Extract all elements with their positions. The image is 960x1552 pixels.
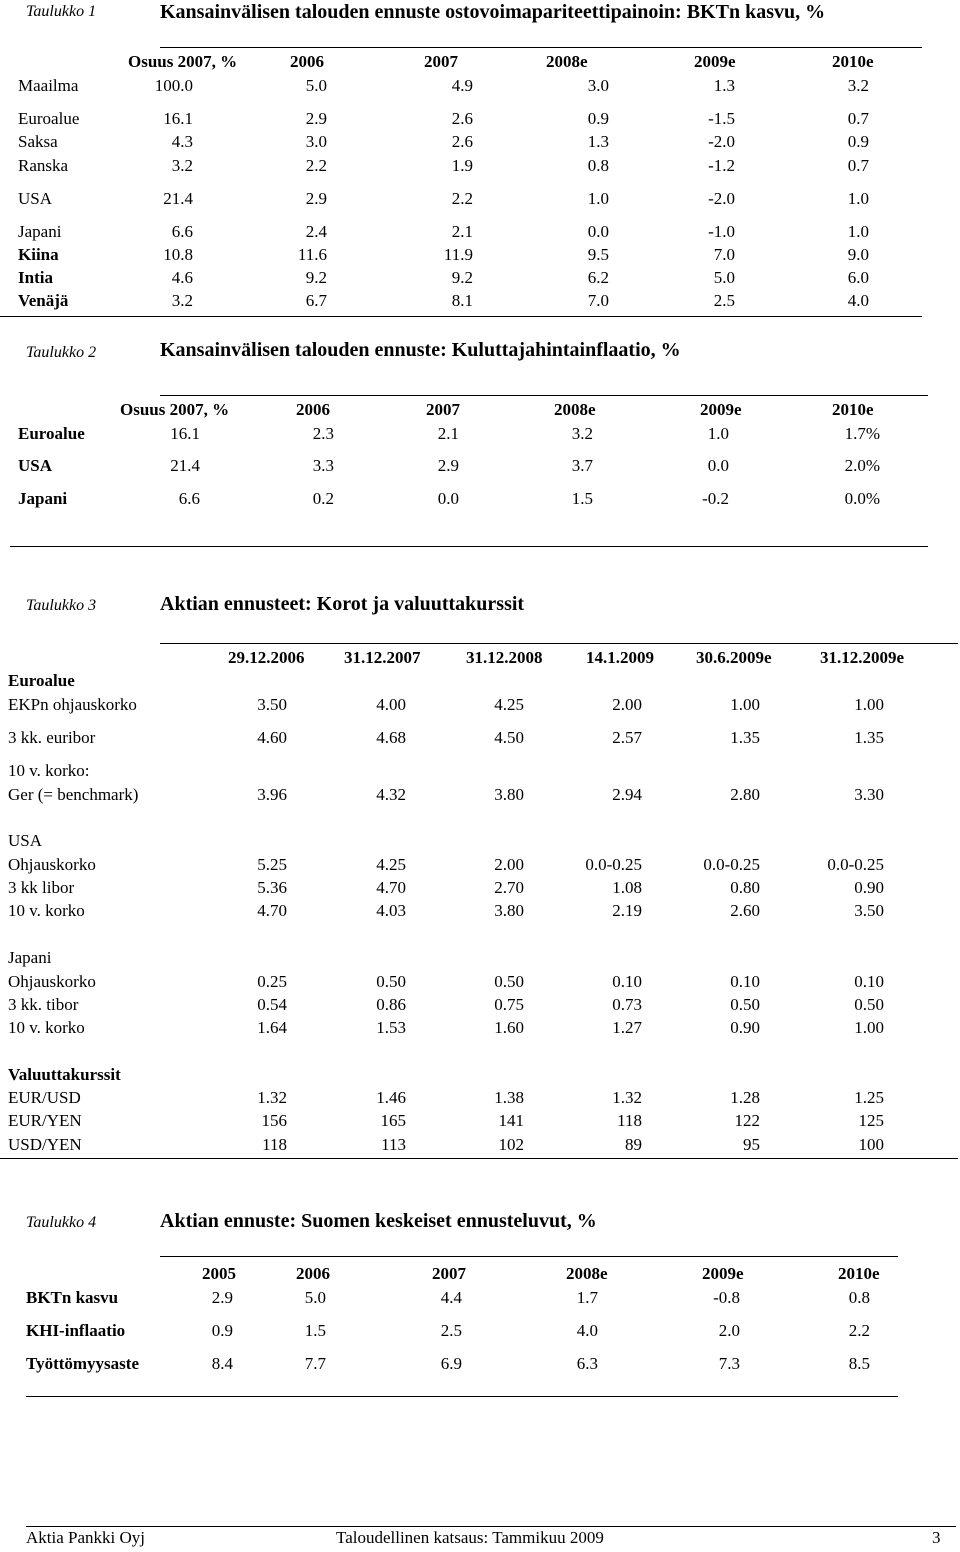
table4-header-cell: 2005 <box>202 1264 236 1283</box>
table1-cell: 2.9 <box>305 189 327 208</box>
table3-cell: 122 <box>734 1111 760 1130</box>
table3-cell: 125 <box>858 1111 884 1130</box>
table1-cell: -1.2 <box>708 156 735 175</box>
table3-header-cell: 29.12.2006 <box>228 648 305 667</box>
table3-cell: 1.27 <box>612 1018 642 1037</box>
table1-header-cell: 2009e <box>694 52 736 71</box>
table4-cell: -0.8 <box>713 1288 740 1307</box>
table1-cell: 0.0 <box>587 222 609 241</box>
footer-company: Aktia Pankki Oyj <box>26 1528 145 1547</box>
table4-cell: 6.9 <box>440 1354 462 1373</box>
table3-cell: 1.46 <box>376 1088 406 1107</box>
table4-cell: 0.8 <box>848 1288 870 1307</box>
table2-cell: 3.7 <box>571 456 593 475</box>
table1-cell: 0.9 <box>587 109 609 128</box>
table3-cell: 3.50 <box>257 695 287 714</box>
table3-cell: 3.80 <box>494 785 524 804</box>
table3-section-heading: USA <box>8 831 43 850</box>
footer-page-number: 3 <box>932 1528 941 1547</box>
table1-header-cell: 2008e <box>546 52 588 71</box>
table3-row-label: EUR/USD <box>8 1088 81 1107</box>
table3-header-cell: 30.6.2009e <box>696 648 772 667</box>
table1-cell: 1.0 <box>847 222 869 241</box>
table2-header-cell: 2009e <box>700 400 742 419</box>
table3-cell: 1.32 <box>612 1088 642 1107</box>
table1-cell: 10.8 <box>163 245 193 264</box>
table3-cell: 1.28 <box>730 1088 760 1107</box>
table4-cell: 6.3 <box>576 1354 598 1373</box>
table3-header-cell: 14.1.2009 <box>586 648 654 667</box>
table3-caption: Taulukko 3 <box>26 597 97 614</box>
table3-cell: 102 <box>498 1135 524 1154</box>
table3-cell: 0.25 <box>257 972 287 991</box>
table3-cell: 0.50 <box>494 972 524 991</box>
table3-bottom-rule <box>0 1158 958 1159</box>
table3-cell: 1.53 <box>376 1018 406 1037</box>
table1-cell: 4.3 <box>171 132 193 151</box>
table3-cell: 0.50 <box>376 972 406 991</box>
table3-cell: 0.10 <box>854 972 884 991</box>
table1-header-cell: 2006 <box>290 52 324 71</box>
table1-cell: 2.2 <box>451 189 473 208</box>
table2-cell: 3.2 <box>571 424 593 443</box>
table4-header-cell: 2006 <box>296 1264 330 1283</box>
table3-cell: 1.00 <box>854 695 884 714</box>
table1-row-label: Venäjä <box>18 291 69 310</box>
table3-cell: 141 <box>498 1111 524 1130</box>
table3-cell: 2.60 <box>730 901 760 920</box>
table1-cell: 9.5 <box>587 245 609 264</box>
table2-cell: 0.0 <box>707 456 729 475</box>
table4-bottom-rule <box>26 1396 898 1397</box>
table3-top-rule <box>160 643 958 644</box>
table1-cell: 0.9 <box>847 132 869 151</box>
table4-row-label: KHI-inflaatio <box>26 1321 126 1340</box>
table1-cell: -1.5 <box>708 109 735 128</box>
table3-cell: 0.90 <box>730 1018 760 1037</box>
table3-cell: 4.70 <box>257 901 287 920</box>
table4-header-cell: 2007 <box>432 1264 466 1283</box>
table3-cell: 4.00 <box>376 695 406 714</box>
table3-cell: 1.64 <box>257 1018 287 1037</box>
table1-cell: 2.6 <box>451 132 473 151</box>
table3-row-label: 10 v. korko: <box>8 761 90 780</box>
table1-row-label: Maailma <box>18 76 79 95</box>
table1-cell: 11.9 <box>443 245 473 264</box>
table4-header-cell: 2008e <box>566 1264 608 1283</box>
table3-cell: 5.25 <box>257 855 287 874</box>
table1-cell: 6.6 <box>171 222 193 241</box>
table1-cell: 2.2 <box>305 156 327 175</box>
table1-top-rule <box>160 47 922 48</box>
table3-cell: 118 <box>617 1111 642 1130</box>
table1-row-label: Saksa <box>18 132 58 151</box>
table2-caption: Taulukko 2 <box>26 344 97 361</box>
table1-cell: 4.6 <box>171 268 193 287</box>
table4-row-label: Työttömyysaste <box>26 1354 139 1373</box>
table3-cell: 2.00 <box>612 695 642 714</box>
table3-title: Aktian ennusteet: Korot ja valuuttakurssit <box>160 593 525 615</box>
table3-cell: 1.00 <box>730 695 760 714</box>
table2-header-cell: 2008e <box>554 400 596 419</box>
table1-cell: 3.0 <box>305 132 327 151</box>
table1-cell: 7.0 <box>587 291 609 310</box>
table3-cell: 1.00 <box>854 1018 884 1037</box>
table3-row-label: USD/YEN <box>8 1135 82 1154</box>
table1-row-label: Ranska <box>18 156 69 175</box>
table3-cell: 4.25 <box>494 695 524 714</box>
table3-cell: 4.50 <box>494 728 524 747</box>
table3-cell: 113 <box>381 1135 406 1154</box>
table1-header-cell: Osuus 2007, % <box>128 52 238 71</box>
table3-row-label: EUR/YEN <box>8 1111 82 1130</box>
table1-cell: 2.6 <box>451 109 473 128</box>
table3-cell: 0.80 <box>730 878 760 897</box>
table4-cell: 7.3 <box>718 1354 740 1373</box>
table1-cell: 2.4 <box>305 222 327 241</box>
table3-cell: 1.60 <box>494 1018 524 1037</box>
table3-cell: 118 <box>262 1135 287 1154</box>
table3-cell: 4.70 <box>376 878 406 897</box>
table3-cell: 5.36 <box>257 878 287 897</box>
table1-cell: 0.7 <box>847 109 869 128</box>
table4-cell: 8.5 <box>848 1354 870 1373</box>
table3-header-cell: 31.12.2009e <box>820 648 905 667</box>
table3-row-label: Ohjauskorko <box>8 855 96 874</box>
table2-cell: 0.0% <box>844 489 880 508</box>
table2-cell: 2.1 <box>437 424 459 443</box>
table3-row-label: 10 v. korko <box>8 1018 85 1037</box>
table2-cell: 2.0% <box>844 456 880 475</box>
table3-row-label: EKPn ohjauskorko <box>8 695 137 714</box>
table4-cell: 5.0 <box>304 1288 326 1307</box>
table3-cell: 1.32 <box>257 1088 287 1107</box>
table4-header-cell: 2009e <box>702 1264 744 1283</box>
table1-row-label: Intia <box>18 268 53 287</box>
table2-header-cell: 2010e <box>832 400 874 419</box>
table1-row-label: USA <box>18 189 53 208</box>
table4-cell: 7.7 <box>304 1354 326 1373</box>
table3-cell: 2.19 <box>612 901 642 920</box>
table2-cell: 21.4 <box>170 456 200 475</box>
table4-cell: 2.0 <box>718 1321 740 1340</box>
table1-cell: 4.0 <box>847 291 869 310</box>
table2-cell: 16.1 <box>170 424 200 443</box>
table1-cell: 9.0 <box>847 245 869 264</box>
table1-cell: 4.9 <box>451 76 473 95</box>
table3-cell: 100 <box>858 1135 884 1154</box>
table1-cell: 1.0 <box>587 189 609 208</box>
table2-title: Kansainvälisen talouden ennuste: Kuluttajahintainflaatio, % <box>160 339 681 361</box>
table4-cell: 1.5 <box>304 1321 326 1340</box>
table3-cell: 4.60 <box>257 728 287 747</box>
table3-cell: 2.00 <box>494 855 524 874</box>
table3-header-cell: 31.12.2008 <box>466 648 543 667</box>
table1-cell: -2.0 <box>708 189 735 208</box>
table1-cell: 1.9 <box>451 156 473 175</box>
footer-publication: Taloudellinen katsaus: Tammikuu 2009 <box>336 1528 604 1547</box>
table3-cell: 2.80 <box>730 785 760 804</box>
table1-cell: 100.0 <box>154 76 193 95</box>
table3-cell: 0.0-0.25 <box>585 855 642 874</box>
table2-cell: 3.3 <box>312 456 334 475</box>
table4-cell: 4.0 <box>576 1321 598 1340</box>
table1-cell: 11.6 <box>297 245 327 264</box>
table3-row-label: 3 kk. euribor <box>8 728 96 747</box>
table1-cell: 3.2 <box>171 156 193 175</box>
table3-cell: 0.0-0.25 <box>827 855 884 874</box>
table4-cell: 4.4 <box>440 1288 462 1307</box>
table4-cell: 0.9 <box>211 1321 233 1340</box>
table4-top-rule <box>160 1256 898 1257</box>
table3-cell: 0.0-0.25 <box>703 855 760 874</box>
table2-bottom-rule <box>10 546 928 547</box>
table1-cell: 6.7 <box>305 291 327 310</box>
table1-row-label: Kiina <box>18 245 59 264</box>
table1-cell: 21.4 <box>163 189 193 208</box>
table1-cell: 3.2 <box>847 76 869 95</box>
table1-cell: 5.0 <box>713 268 735 287</box>
table1-cell: 5.0 <box>305 76 327 95</box>
table3-section-heading: Euroalue <box>8 671 75 690</box>
table1-cell: -2.0 <box>708 132 735 151</box>
table2-cell: 2.9 <box>437 456 459 475</box>
table3-cell: 95 <box>743 1135 760 1154</box>
table3-cell: 3.30 <box>854 785 884 804</box>
table3-cell: 2.57 <box>612 728 642 747</box>
table3-cell: 4.32 <box>376 785 406 804</box>
table3-row-label: 10 v. korko <box>8 901 85 920</box>
table3-cell: 1.35 <box>730 728 760 747</box>
table3-cell: 1.35 <box>854 728 884 747</box>
table1-cell: 1.3 <box>713 76 735 95</box>
table4-cell: 2.5 <box>440 1321 462 1340</box>
table3-cell: 3.96 <box>257 785 287 804</box>
table3-row-label: 3 kk. tibor <box>8 995 79 1014</box>
table3-header-cell: 31.12.2007 <box>344 648 421 667</box>
table3-cell: 4.25 <box>376 855 406 874</box>
table2-cell: 1.0 <box>707 424 729 443</box>
table3-cell: 3.80 <box>494 901 524 920</box>
table4-cell: 2.9 <box>211 1288 233 1307</box>
table3-cell: 0.86 <box>376 995 406 1014</box>
table2-cell: 0.0 <box>437 489 459 508</box>
table2-header-cell: Osuus 2007, % <box>120 400 230 419</box>
table1-cell: 1.0 <box>847 189 869 208</box>
table1-header-cell: 2007 <box>424 52 458 71</box>
table2-cell: 1.5 <box>571 489 593 508</box>
table1-cell: 6.2 <box>587 268 609 287</box>
table3-cell: 0.50 <box>730 995 760 1014</box>
table3-cell: 0.75 <box>494 995 524 1014</box>
table3-cell: 0.90 <box>854 878 884 897</box>
table3-cell: 165 <box>380 1111 406 1130</box>
table2-top-rule <box>160 395 928 396</box>
table1-cell: 0.8 <box>587 156 609 175</box>
table3-cell: 1.08 <box>612 878 642 897</box>
table1-cell: 2.9 <box>305 109 327 128</box>
table1-cell: 2.1 <box>451 222 473 241</box>
table1-cell: 1.3 <box>587 132 609 151</box>
table4-title: Aktian ennuste: Suomen keskeiset ennusteluvut, % <box>160 1210 597 1232</box>
table3-row-label: Ohjauskorko <box>8 972 96 991</box>
table3-cell: 89 <box>625 1135 642 1154</box>
table2-row-label: USA <box>18 456 53 475</box>
table1-header-cell: 2010e <box>832 52 874 71</box>
table3-cell: 3.50 <box>854 901 884 920</box>
table2-cell: 1.7% <box>844 424 880 443</box>
table4-header-cell: 2010e <box>838 1264 880 1283</box>
footer-rule <box>26 1526 956 1527</box>
table3-cell: 4.68 <box>376 728 406 747</box>
table1-cell: 0.7 <box>847 156 869 175</box>
table4-cell: 1.7 <box>576 1288 598 1307</box>
table3-section-heading: Japani <box>8 948 52 967</box>
table1-cell: 2.5 <box>713 291 735 310</box>
table3-cell: 0.10 <box>612 972 642 991</box>
table3-cell: 4.03 <box>376 901 406 920</box>
table2-header-cell: 2007 <box>426 400 460 419</box>
table3-row-label: 3 kk libor <box>8 878 75 897</box>
table3-cell: 0.73 <box>612 995 642 1014</box>
table1-caption: Taulukko 1 <box>26 3 97 20</box>
table4-row-label: BKTn kasvu <box>26 1288 119 1307</box>
table3-cell: 2.70 <box>494 878 524 897</box>
table3-cell: 2.94 <box>612 785 642 804</box>
table1-cell: 16.1 <box>163 109 193 128</box>
table1-cell: 9.2 <box>305 268 327 287</box>
table1-cell: 3.2 <box>171 291 193 310</box>
table2-cell: 0.2 <box>312 489 334 508</box>
table1-cell: 3.0 <box>587 76 609 95</box>
table1-row-label: Euroalue <box>18 109 80 128</box>
table2-header-cell: 2006 <box>296 400 330 419</box>
table2-cell: 2.3 <box>312 424 334 443</box>
table2-cell: 6.6 <box>178 489 200 508</box>
table2-cell: -0.2 <box>702 489 729 508</box>
table1-bottom-rule <box>0 316 922 317</box>
table3-cell: 156 <box>261 1111 287 1130</box>
table3-cell: 0.10 <box>730 972 760 991</box>
table2-row-label: Japani <box>18 489 68 508</box>
table4-cell: 8.4 <box>211 1354 233 1373</box>
table3-cell: 0.50 <box>854 995 884 1014</box>
table3-row-label: Ger (= benchmark) <box>8 785 139 804</box>
table1-row-label: Japani <box>18 222 62 241</box>
table4-caption: Taulukko 4 <box>26 1214 97 1231</box>
table1-cell: 7.0 <box>713 245 735 264</box>
table1-cell: 6.0 <box>847 268 869 287</box>
table2-row-label: Euroalue <box>18 424 85 443</box>
table4-cell: 2.2 <box>848 1321 870 1340</box>
table3-section-heading: Valuuttakurssit <box>8 1065 121 1084</box>
table1-title: Kansainvälisen talouden ennuste ostovoimapariteettipainoin: BKTn kasvu, % <box>160 1 826 23</box>
table1-cell: -1.0 <box>708 222 735 241</box>
table3-cell: 1.38 <box>494 1088 524 1107</box>
table1-cell: 9.2 <box>451 268 473 287</box>
table1-cell: 8.1 <box>451 291 473 310</box>
table3-cell: 0.54 <box>257 995 287 1014</box>
table3-cell: 1.25 <box>854 1088 884 1107</box>
